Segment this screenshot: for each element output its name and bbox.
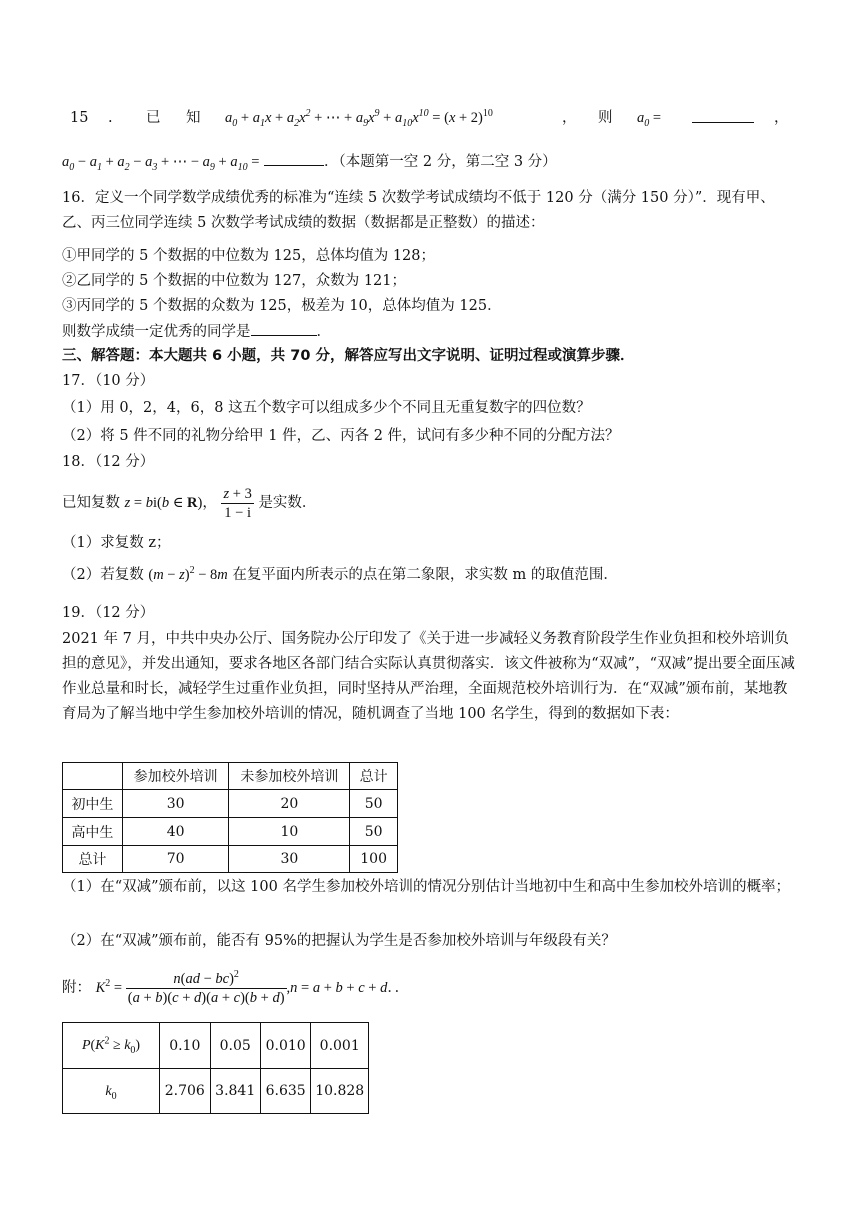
table-cell: 50 — [350, 818, 398, 846]
q18-part2 — [62, 565, 618, 585]
appendix-tail: ．． — [387, 980, 410, 996]
q18-given-mid: ， — [202, 495, 217, 511]
table-row — [63, 1023, 369, 1069]
q16-item3: ③丙同学的 5 个数据的众数为 125，极差为 10，总体均值为 125． — [62, 298, 502, 314]
table-cell: 3.841 — [210, 1069, 260, 1114]
table-cell: 100 — [350, 846, 398, 873]
q15-expansion: $a_0 + a_1x + a_2x^2$ + ⋯ + $a_9x^9 + a_{10}x^{10} = (x + 2)^{10}$ — [225, 108, 493, 129]
q17-head: 17．（10 分） — [62, 373, 155, 389]
table-row-label: $P(K^2 \ge k_0)$ — [63, 1023, 160, 1069]
q18-given-pre: 已知复数 — [62, 495, 120, 511]
q18-z-def: z = bi(b ∈ R) — [124, 495, 203, 511]
table-cell: 40 — [122, 818, 229, 846]
q19-part1: （1）在“双减”颁布前，以这 100 名学生参加校外培训的情况分别估计当地初中生和高中生参加校外培训的概率； — [62, 879, 790, 895]
q16-ask: 则数学成绩一定优秀的同学是 — [62, 324, 251, 340]
table-cell: 10.828 — [311, 1069, 369, 1114]
section3-heading: 三、解答题：本大题共 6 小题，共 70 分，解答应写出文字说明、证明过程或演算步骤． — [62, 348, 635, 364]
table-cell: 0.001 — [311, 1023, 369, 1069]
table-row — [63, 818, 398, 846]
q19-survey-table — [62, 762, 398, 873]
table-cell: 50 — [350, 790, 398, 818]
table-cell: 20 — [229, 790, 350, 818]
table-cell: 10 — [229, 818, 350, 846]
table-row — [63, 1069, 369, 1114]
table-row — [63, 790, 398, 818]
q17-part1: （1）用 0，2，4，6，8 这五个数字可以组成多少个不同且无重复数字的四位数？ — [62, 400, 591, 416]
table-header-cell: 参加校外培训 — [122, 763, 229, 790]
q18-given-post: 是实数． — [258, 495, 317, 511]
table-cell: 0.10 — [160, 1023, 210, 1069]
q19-body: 2021 年 7 月，中共中央办公厅、国务院办公厅印发了《关于进一步减轻义务教育阶段学生作业负担和校外培训负担的意见》，并发出通知，要求各地区各部门结合实际认真贯彻落实．该文件被称为“双减”，“双减”提出要全面压减作业总量和时长，减轻学生过重作业负担，同时坚持从严治理，全面规范校外培训行为．在“双减”颁布前，某地教育局为了解当地中学生参加校外培训的情况，随机调查了当地 100 名学生，得到的数据如下表： — [62, 631, 795, 722]
q18-part2-post: 在复平面内所表示的点在第二象限，求实数 m 的取值范围． — [232, 567, 618, 583]
table-cell: 2.706 — [160, 1069, 210, 1114]
table-header-cell: 总计 — [350, 763, 398, 790]
q18-fraction: $\frac{z + 3}{1 - i}$ — [223, 485, 252, 521]
q16-intro: 16．定义一个同学数学成绩优秀的标准为“连续 5 次数学考试成绩均不低于 120 分（满分 150 分）”．现有甲、乙、丙三位同学连续 5 次数学考试成绩的数据（数据都是正整数）的描述： — [62, 190, 775, 231]
q15-line2 — [62, 151, 557, 172]
q15-dot: . — [108, 110, 113, 126]
table-cell: 6.635 — [260, 1069, 310, 1114]
q17-part2: （2）将 5 件不同的礼物分给甲 1 件，乙、丙各 2 件，试问有多少种不同的分配方法？ — [62, 428, 620, 444]
q15-score-note: ．（本题第一空 2 分，第二空 3 分） — [324, 154, 557, 170]
q15-zhi: 知 — [186, 110, 201, 126]
table-header-cell — [63, 763, 123, 790]
q16-question — [62, 321, 331, 342]
q19-appendix — [62, 968, 409, 1008]
table-row — [63, 846, 398, 873]
table-cell: 0.010 — [260, 1023, 310, 1069]
q15-blank2[interactable] — [264, 151, 324, 166]
q15-alternating-sum: $a_0 - a_1 + a_2 - a_3$ + ⋯ − $a_9 + a_{10}$ = — [62, 154, 260, 173]
q18-given — [62, 484, 316, 522]
table-cell: 70 — [122, 846, 229, 873]
k2-critical-table — [62, 1022, 369, 1114]
q18-head: 18．（12 分） — [62, 454, 155, 470]
q16-item2: ②乙同学的 5 个数据的中位数为 127，众数为 121； — [62, 273, 407, 289]
q19-part2: （2）在“双减”颁布前，能否有 95%的把握认为学生是否参加校外培训与年级段有关？ — [62, 933, 616, 949]
q18-part1: （1）求复数 z； — [62, 535, 171, 551]
q16-item1: ①甲同学的 5 个数据的中位数为 125，总体均值为 128； — [62, 248, 436, 264]
table-cell: 高中生 — [63, 818, 123, 846]
q15-number: 15 — [70, 110, 89, 126]
table-cell: 30 — [122, 790, 229, 818]
appendix-label: 附： — [62, 980, 91, 996]
q15-a0: $a_0$ = — [637, 110, 662, 129]
table-row — [63, 763, 398, 790]
q18-part2-pre: （2）若复数 — [62, 567, 144, 583]
q15-ze: 则 — [598, 110, 613, 126]
q16-blank[interactable] — [251, 321, 317, 336]
table-cell: 总计 — [63, 846, 123, 873]
q15-blank1[interactable] — [692, 108, 754, 123]
q19-head: 19．（12 分） — [62, 605, 155, 621]
table-cell: 0.05 — [210, 1023, 260, 1069]
table-cell: 30 — [229, 846, 350, 873]
q15-yi: 已 — [146, 110, 161, 126]
table-header-cell: 未参加校外培训 — [229, 763, 350, 790]
table-row-label: $k_0$ — [63, 1069, 160, 1114]
q15-comma2: ， — [774, 110, 789, 126]
q15-comma1: ， — [562, 110, 577, 126]
k2-formula: $K^2$ = $\frac{n(ad - bc)^2}{(a + b)(c + d)(a + c)(b + d)}$ ,n = a + b + c + d — [95, 969, 388, 1007]
table-cell: 初中生 — [63, 790, 123, 818]
q16-ask-end: ． — [316, 324, 331, 340]
q18-complex-expr: $(m - z)^2 - 8m$ — [148, 565, 228, 583]
